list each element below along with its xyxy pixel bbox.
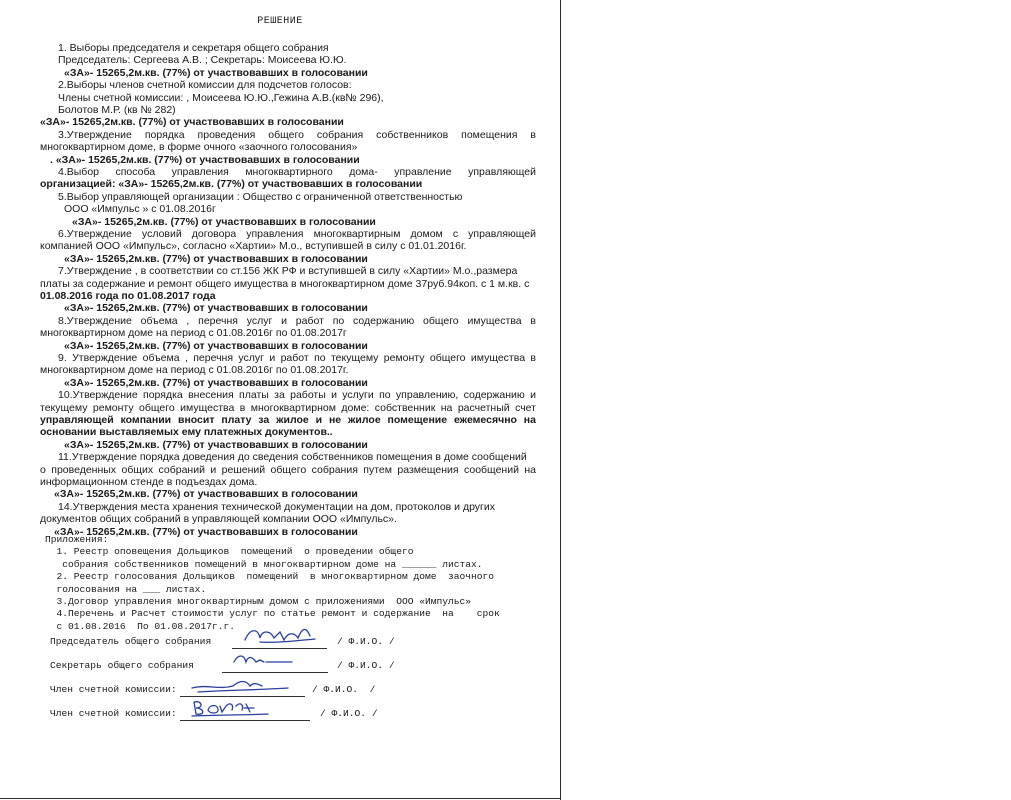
appendix-heading: Приложения: (45, 534, 109, 545)
decision-text-line: 6.Утверждение условий договора управления многоквартирным домом с управляющей (58, 228, 536, 241)
decision-text-line: многоквартирном доме на период с 01.08.2016г по 01.08.2017г. (40, 364, 349, 377)
vote-result-line: «ЗА»- 15265,2м.кв. (77%) от участвовавших в голосовании (54, 488, 358, 501)
decision-text-line: многоквартирном доме на период с 01.08.2016г по 01.08.2017г (40, 327, 347, 340)
decision-item (40, 314, 536, 352)
signature-row (50, 674, 570, 696)
decision-text-line: управляющей компании вносит плату за жилое и не жилое помещение ежемесячно на (40, 414, 536, 427)
decision-items (40, 42, 536, 538)
signature-line (180, 720, 310, 721)
handwritten-signature (188, 698, 298, 720)
signature-fio-label: / Ф.И.О. / (312, 684, 376, 695)
signature-fio-label: / Ф.И.О. / (337, 660, 395, 671)
decision-text-line: Болотов М.Р. (кв № 282) (58, 104, 176, 117)
decision-item (40, 228, 536, 265)
appendix-line: 3.Договор управления многоквартирным домом с приложениями ООО «Импульс» (45, 596, 472, 608)
decision-text-line: 9. Утверждение объема , перечня услуг и работ по текущему ремонту общего имущества в (58, 352, 536, 365)
vote-result-line: «ЗА»- 15265,2м.кв. (77%) от участвовавших в голосовании (64, 339, 368, 352)
signature-row (50, 650, 570, 672)
signature-role-label: Член счетной комиссии: (50, 684, 177, 695)
decision-text-line: 10.Утверждение порядка внесения платы за работы и услуги по управлению, содержанию и (58, 389, 536, 402)
decision-text-line: информационном стенде в подъездах дома. (40, 476, 258, 489)
decision-text-line: текущему ремонту общего имущества в многоквартирном доме: собственник на расчетный счет (40, 401, 536, 414)
signature-row (50, 698, 570, 720)
decision-text-line: о проведенных общих собраний и решений общего собрания путем размещения сообщений на (40, 463, 536, 476)
vote-result-line: организацией: «ЗА»- 15265,2м.кв. (77%) от участвовавших в голосовании (40, 178, 423, 191)
signature-line (232, 648, 327, 649)
decision-text-line: 2.Выборы членов счетной комиссии для подсчетов голосов: (58, 79, 352, 92)
decision-item (40, 389, 536, 451)
signature-line (222, 672, 328, 673)
signature-role-label: Секретарь общего собрания (50, 660, 194, 671)
appendix-line: собрания собственников помещений в многоквартирном доме на ______ листах. (45, 558, 483, 570)
decision-text-line: ООО «Импульс » с 01.08.2016г (64, 203, 216, 216)
decision-text-line: платы за содержание и ремонт общего имущества в многоквартирном доме 37руб.94коп. с 1 м.кв. с (40, 277, 530, 290)
decision-item (40, 352, 536, 389)
appendix-line: голосования на ___ листах. (45, 583, 207, 595)
handwritten-signature (230, 650, 340, 672)
decision-text-line: многоквартирном доме, в форме очного «заочного голосования» (40, 141, 358, 154)
decision-text-line: 3.Утверждение порядка проведения общего собрания собственников помещения в (58, 128, 536, 141)
decision-item (40, 451, 536, 501)
decision-text-line: компанией ООО «Импульс», согласно «Хартии» М.о., вступившей в силу с 01.01.2016г. (40, 240, 467, 253)
handwritten-signature (188, 674, 298, 696)
decision-text-line: Члены счетной комиссии: , Моисеева Ю.Ю.,Гежина А.В.(кв№ 296), (58, 91, 384, 104)
decision-item (40, 166, 536, 191)
decision-text-line: 5.Выбор управляющей организации : Общество с ограниченной ответственностью (58, 190, 463, 203)
decision-item (40, 79, 536, 129)
vote-result-line: «ЗА»- 15265,2м.кв. (77%) от участвовавших в голосовании (64, 376, 368, 389)
appendix-line: 4.Перечень и Расчет стоимости услуг по статье ремонт и содержание на срок (45, 608, 500, 620)
signature-role-label: Член счетной комиссии: (50, 708, 177, 719)
signature-role-label: Председатель общего собрания (50, 636, 212, 647)
appendix-line: 1. Реестр оповещения Дольщиков помещений о проведении общего (45, 546, 414, 558)
vote-result-line: «ЗА»- 15265,2м.кв. (77%) от участвовавших в голосовании (54, 525, 358, 538)
decision-text-line: документов общих собраний в управляющей компании ООО «Импульс». (40, 513, 397, 526)
decision-text-line: 4.Выбор способа управления многоквартирного дома- управление управляющей (58, 166, 536, 179)
signature-fio-label: / Ф.И.О. / (337, 636, 395, 647)
vote-result-line: «ЗА»- 15265,2м.кв. (77%) от участвовавших в голосовании (64, 66, 368, 79)
decision-text-line: 1. Выборы председателя и секретаря общего собрания (58, 42, 329, 54)
appendix-section (45, 534, 535, 633)
signature-row (50, 626, 570, 648)
appendix-line: с 01.08.2016 По 01.08.2017г.г. (45, 620, 235, 632)
vote-result-line: «ЗА»- 15265,2м.кв. (77%) от участвовавших в голосовании (72, 215, 376, 228)
decision-text-line: 11.Утверждение порядка доведения до сведения собственников помещения в доме сообщений (58, 451, 527, 464)
decision-item (58, 42, 536, 79)
decision-text-line: Председатель: Сергеева А.В. ; Секретарь: Моисеева Ю.Ю. (58, 54, 347, 67)
signature-fio-label: / Ф.И.О. / (320, 708, 378, 719)
decision-item (40, 128, 536, 166)
decision-item (58, 191, 536, 228)
decision-item (40, 265, 536, 315)
vote-result-line: «ЗА»- 15265,2м.кв. (77%) от участвовавших в голосовании (64, 302, 368, 315)
decision-text-line: 7.Утверждение , в соответствии со ст.156 ЖК РФ и вступившей в силу «Хартии» М.о.,размера (58, 265, 518, 278)
handwritten-signature (240, 626, 350, 648)
page-bottom-border (0, 798, 561, 799)
signature-line (180, 696, 305, 697)
decision-item (40, 500, 536, 538)
decision-text-line: основании выставляемых ему платежных документов.. (40, 426, 333, 439)
vote-result-line: «ЗА»- 15265,2м.кв. (77%) от участвовавших в голосовании (64, 438, 368, 451)
document-title: РЕШЕНИЕ (257, 16, 303, 27)
vote-result-line: «ЗА»- 15265,2м.кв. (77%) от участвовавших в голосовании (40, 116, 344, 129)
appendix-line: 2. Реестр голосования Дольщиков помещений в многоквартирном доме заочного (45, 571, 495, 583)
vote-result-line: «ЗА»- 15265,2м.кв. (77%) от участвовавших в голосовании (64, 252, 368, 265)
decision-text-line: 8.Утверждение объема , перечня услуг и работ по содержанию общего имущества в (58, 314, 536, 327)
vote-result-line: . «ЗА»- 15265,2м.кв. (77%) от участвовавших в голосовании (50, 153, 360, 166)
decision-text-line: 14.Утверждения места хранения технической документации на дом, протоколов и других (58, 500, 495, 513)
decision-text-line: 01.08.2016 года по 01.08.2017 года (40, 290, 216, 303)
